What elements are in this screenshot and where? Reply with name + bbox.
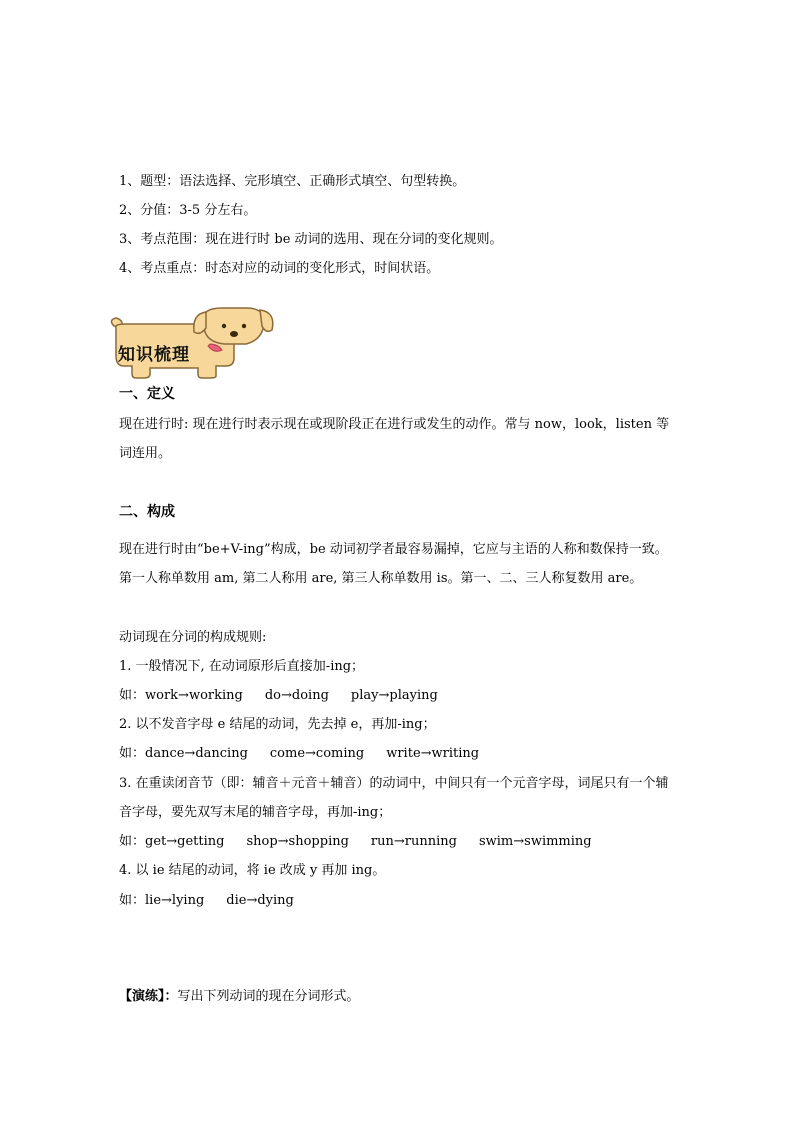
- example-item: get→getting: [145, 834, 225, 849]
- rule-1-examples: [119, 687, 460, 705]
- example-item: dance→dancing: [145, 746, 248, 761]
- example-item: work→working: [145, 688, 243, 703]
- overview-line-4: 4、考点重点：时态对应的动词的变化形式，时间状语。: [119, 261, 440, 276]
- example-item: run→running: [370, 834, 457, 849]
- section-badge-label: 知识梳理: [118, 345, 190, 365]
- overview-line-2: 2、分值：3-5 分左右。: [119, 203, 257, 218]
- example-item: die→dying: [226, 893, 294, 908]
- overview-line-1: 1、题型：语法选择、完形填空、正确形式填空、句型转换。: [119, 174, 466, 189]
- rule-4-text: 4. 以 ie 结尾的动词，将 ie 改成 y 再加 ing。: [119, 863, 386, 878]
- section-2-text: 现在进行时由“be+V-ing”构成，be 动词初学者最容易漏掉，它应与主语的人称和数保持一致。第一人称单数用 am, 第二人称用 are, 第三人称单数用 is。第一、二、三人称复数用 are。: [119, 542, 668, 586]
- section-2-heading: 二、构成: [119, 504, 175, 520]
- example-item: do→doing: [264, 688, 329, 703]
- section-1-text: 现在进行时: 现在进行时表示现在或现阶段正在进行或发生的动作。常与 now，look，listen 等词连用。: [119, 417, 670, 461]
- rule-4-examples: [119, 892, 316, 910]
- examples-prefix: 如：: [119, 893, 146, 908]
- example-item: shop→shopping: [246, 834, 349, 849]
- rule-1-text: 1. 一般情况下, 在动词原形后直接加-ing；: [119, 659, 365, 674]
- rule-2-examples: [119, 745, 501, 763]
- examples-prefix: 如：: [119, 746, 146, 761]
- overview-line-3: 3、考点范围：现在进行时 be 动词的选用、现在分词的变化规则。: [119, 232, 503, 247]
- practice-label: 【演练】：: [119, 989, 178, 1004]
- example-item: write→writing: [386, 746, 480, 761]
- rule-3-text: 3. 在重读闭音节（即：辅音＋元音＋辅音）的动词中，中间只有一个元音字母，词尾只有一个辅音字母，要先双写末尾的辅音字母，再加-ing；: [119, 776, 669, 820]
- rule-3-examples: [119, 833, 614, 851]
- example-item: swim→swimming: [478, 834, 592, 849]
- examples-prefix: 如：: [119, 688, 146, 703]
- practice-text: 写出下列动词的现在分词形式。: [177, 989, 360, 1004]
- rules-title: 动词现在分词的构成规则:: [119, 630, 267, 645]
- rule-2-text: 2. 以不发音字母 e 结尾的动词，先去掉 e，再加-ing；: [119, 717, 436, 732]
- practice-line: [119, 988, 360, 1006]
- examples-prefix: 如：: [119, 834, 146, 849]
- example-item: play→playing: [350, 688, 438, 703]
- section-1-heading: 一、定义: [119, 386, 175, 402]
- example-item: come→coming: [269, 746, 365, 761]
- example-item: lie→lying: [145, 893, 205, 908]
